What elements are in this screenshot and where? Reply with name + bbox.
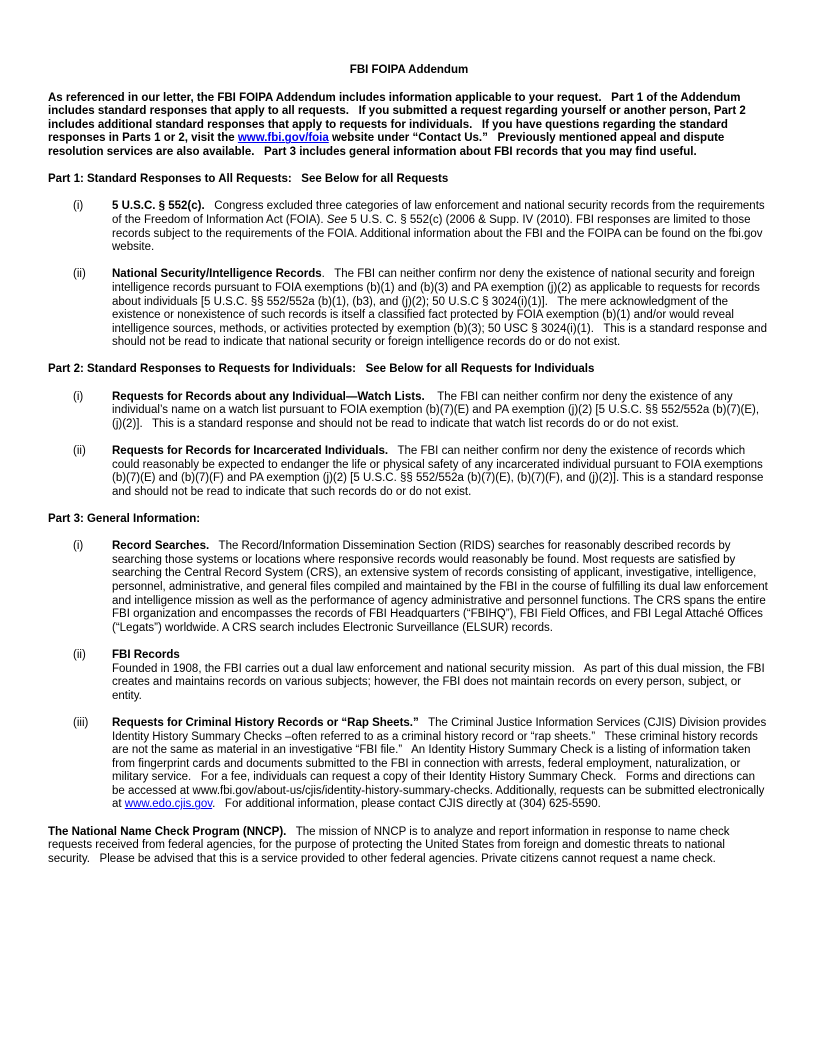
part3-item-iii-marker: (iii) — [73, 716, 89, 729]
part2-item-i — [48, 391, 770, 432]
part2-item-ii-text: The FBI can neither confirm nor deny the existence of records which could reasonably be expected to endanger the life or physical safety of any incarcerated individual pursuant to FOIA exemptions (b)(7)(E) and (b)(7)(F) and PA exemption (j)(2) [5 U.S.C. §§ 552/552a (b)(7)(E), (b)(7)(F), and (j)(2)]. This is a standard response and should not be read to indicate that such records do or do not exist. — [112, 445, 767, 498]
part1-heading: Part 1: Standard Responses to All Requests: See Below for all Requests — [48, 173, 449, 186]
intro-text-after-link: website under “Contact Us.” Previously mentioned appeal and dispute resolution services are also available. Part 3 includes general information about FBI records that you may find useful. — [48, 132, 728, 158]
part1-item-ii-lead: National Security/Intelligence Records — [112, 268, 322, 281]
part3-item-ii-lead: FBI Records — [112, 648, 180, 661]
part3-heading: Part 3: General Information: — [48, 513, 201, 525]
fbi-foia-link[interactable]: www.fbi.gov/foia — [237, 132, 329, 145]
part1-item-ii — [48, 268, 770, 350]
part1-item-ii-body — [112, 268, 770, 350]
part1-item-i-lead: 5 U.S.C. § 552(c). — [112, 200, 205, 213]
part3-item-iii — [48, 717, 770, 812]
part1-item-i — [48, 200, 770, 254]
part3-item-ii — [48, 649, 770, 703]
part1-item-ii-marker: (ii) — [73, 268, 86, 281]
part3-item-i — [48, 540, 770, 635]
part1-item-i-text1: Congress excluded three categories of law enforcement and national security records from the requirements of the Freedom of Information Act (FOIA). — [112, 200, 768, 226]
part1-item-i-text2: 5 U.S. C. § 552(c) (2006 & Supp. IV (2010). FBI responses are limited to those records subject to the requirements of the FOIA. Additional information about the FBI and the FOIPA can be found on the fbi.gov website. — [112, 213, 766, 254]
part2-item-i-lead: Requests for Records about any Individual—Watch Lists. — [112, 390, 425, 403]
part3-item-ii-body — [112, 649, 770, 703]
nncp-lead: The National Name Check Program (NNCP). — [48, 825, 287, 838]
part2-item-i-text: The FBI can neither confirm nor deny the existence of any individual’s name on a watch list pursuant to FOIA exemption (b)(7)(E) and PA exemption (j)(2) [5 U.S.C. §§ 552/552a (b)(7)(E), (j)(2)]. This is a standard response and should not be read to indicate that watch list records do or do not exist. — [112, 390, 763, 430]
part3-item-ii-marker: (ii) — [73, 648, 86, 661]
part1-item-i-body — [112, 200, 770, 254]
part2-item-ii-lead: Requests for Records for Incarcerated Individuals. — [112, 445, 389, 458]
part2-heading: Part 2: Standard Responses to Requests for Individuals: See Below for all Requests for Individuals — [48, 363, 595, 376]
intro-text-before-link: As referenced in our letter, the FBI FOIPA Addendum includes information applicable to your request. Part 1 of the Addendum includes standard responses that apply to all requests. If you submitted a request regarding yourself or another person, Part 2 includes additional standard responses that apply to requests for individuals. If you have questions regarding the standard responses in Parts 1 or 2, visit the — [48, 91, 750, 145]
part1-item-i-marker: (i) — [73, 200, 84, 213]
part3-item-i-body — [112, 540, 770, 635]
edo-cjis-link[interactable]: www.edo.cjis.gov — [124, 798, 213, 811]
part1-item-i-see: See — [326, 213, 348, 226]
part3-item-ii-text: Founded in 1908, the FBI carries out a dual law enforcement and national security mission. As part of this dual mission, the FBI creates and maintains records on various subjects; however, the FBI does not maintain records on every person, subject, or entity. — [112, 662, 768, 702]
nncp-text: The mission of NNCP is to analyze and report information in response to name check requests received from federal agencies, for the purpose of protecting the United States from foreign and domestic threats to national security. Please be advised that this is a service provided to other federal agencies. Private citizens cannot request a name check. — [48, 825, 733, 865]
part2-item-i-body — [112, 391, 770, 432]
part3-item-i-text: The Record/Information Dissemination Section (RIDS) searches for reasonably described records by searching those systems or locations where responsive records would reasonably be found. Most requests are satisfied by searching the Central Record System (CRS), an extensive system of records consisting of applicant, investigative, intelligence, personnel, administrative, and general files compiled and maintained by the FBI in the course of fulfilling its dual law enforcement and intelligence mission as well as the performance of agency administrative and personnel functions. The CRS spans the entire FBI organization and encompasses the records of FBI Headquarters (“FBIHQ”), FBI Field Offices, and FBI Legal Attaché Offices (“Legats”) worldwide. A CRS search includes Electronic Surveillance (ELSUR) records. — [112, 540, 772, 634]
part2-item-ii-marker: (ii) — [73, 445, 86, 458]
part2-item-ii-body — [112, 445, 770, 499]
part3-item-i-lead: Record Searches. — [112, 540, 210, 553]
document-title: FBI FOIPA Addendum — [349, 64, 469, 76]
intro-paragraph — [48, 92, 770, 160]
part3-item-iii-lead: Requests for Criminal History Records or “Rap Sheets.” — [112, 716, 419, 729]
part2-item-i-marker: (i) — [73, 390, 84, 403]
part3-item-i-marker: (i) — [73, 540, 84, 553]
part3-item-iii-body — [112, 717, 770, 812]
nncp-paragraph — [48, 826, 770, 867]
part3-item-iii-text2: . For additional information, please contact CJIS directly at (304) 625-5590. — [212, 798, 601, 811]
part2-item-ii — [48, 445, 770, 499]
part3-item-iii-text1: The Criminal Justice Information Services (CJIS) Division provides Identity History Summary Checks –often referred to as a criminal history record or “rap sheets.” These criminal history records are not the same as material in an investigative “FBI file.” An Identity History Summary Check is a listing of information taken from fingerprint cards and documents submitted to the FBI in connection with arrests, federal employment, naturalization, or military service. For a fee, individuals can request a copy of their Identity History Summary Check. Forms and directions can be accessed at www.fbi.gov/about-us/cjis/identity-history-summary-checks. Additionally, requests can be submitted electronically at — [112, 716, 770, 811]
part1-item-ii-text: . The FBI can neither confirm nor deny the existence of national security and foreign intelligence records pursuant to FOIA exemptions (b)(1) and (b)(3) and PA exemption (j)(2) as applicable to requests for records about individuals [5 U.S.C. §§ 552/552a (b)(1), (b3), and (j)(2); 50 U.S.C § 3024(i)(1)]. The mere acknowledgment of the existence or nonexistence of such records is itself a classified fact protected by FOIA exemption (b)(1) and/or would reveal intelligence sources, methods, or activities protected by exemption (b)(3); 50 USC § 3024(i)(1). This is a standard response and should not be read to indicate that national security or foreign intelligence records do or do not exist. — [112, 268, 771, 349]
